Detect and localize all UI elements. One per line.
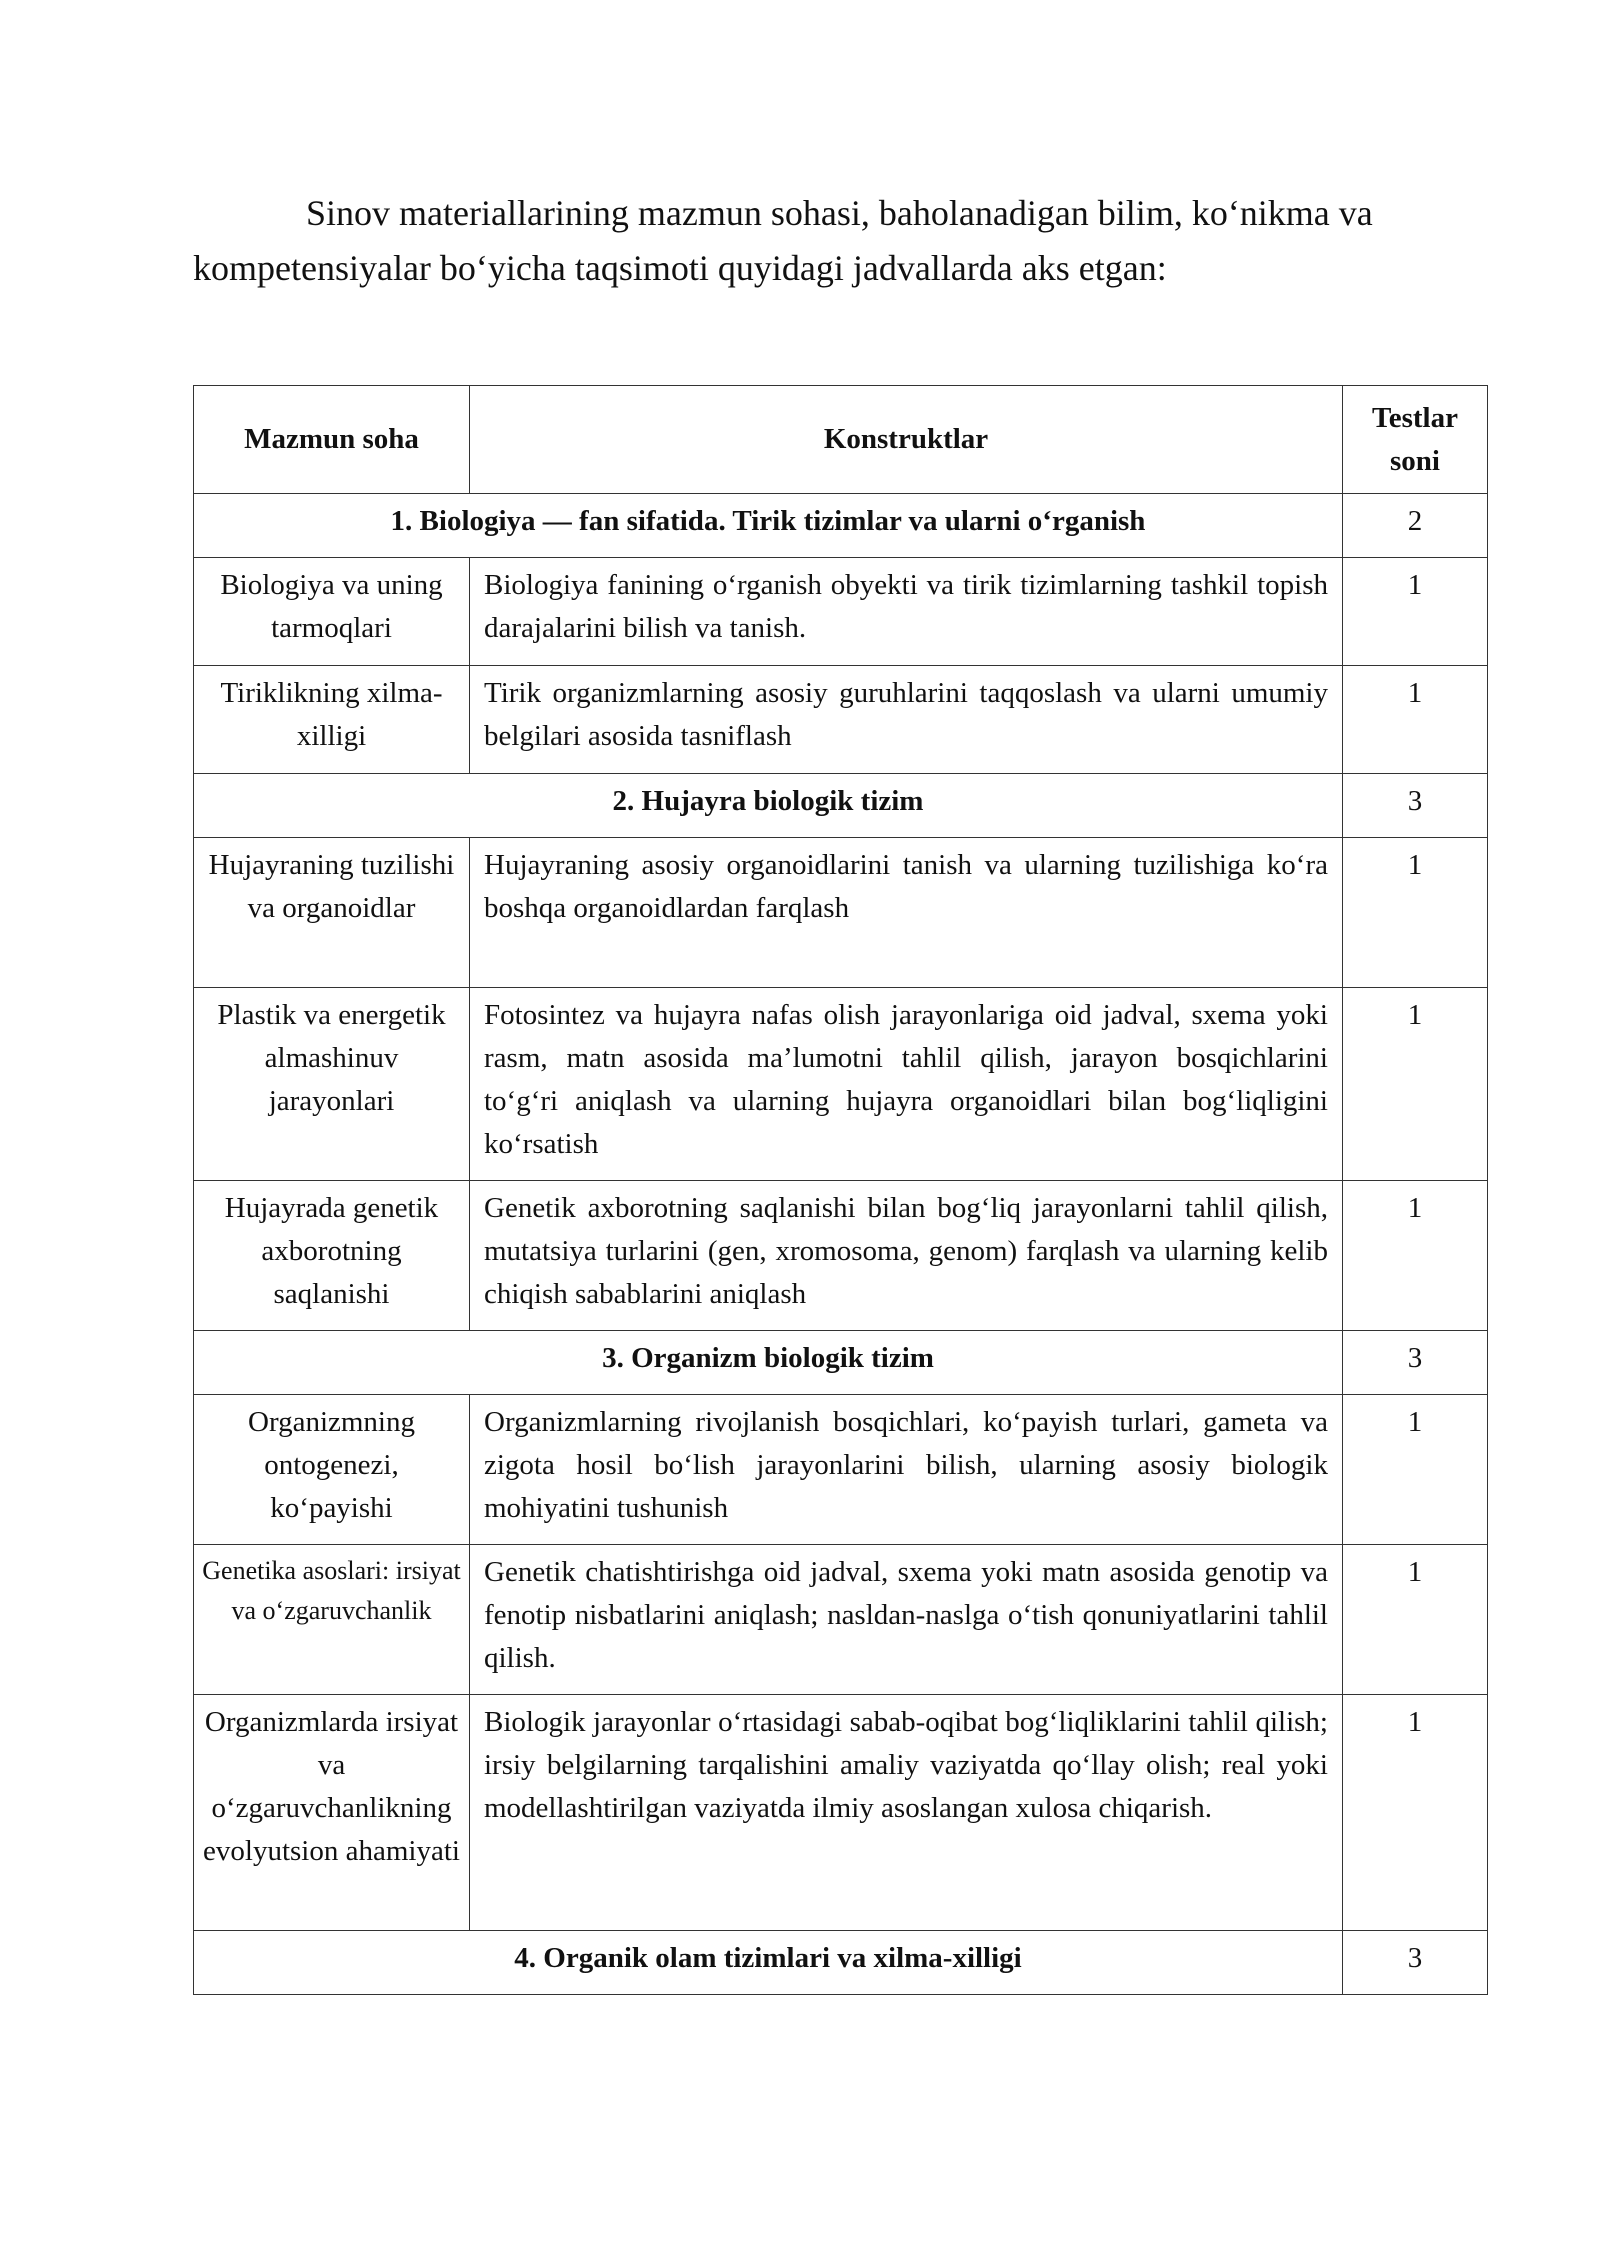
table-row [194, 558, 1488, 666]
section-count: 2 [1343, 494, 1488, 558]
table-row [194, 1181, 1488, 1331]
konstrukt-cell: Biologiya fanining o‘rganish obyekti va tirik tizimlarning tashkil topish darajalarini bilish va tanish. [470, 558, 1343, 666]
table-row [194, 1395, 1488, 1545]
count-cell: 1 [1343, 1545, 1488, 1695]
header-testlar-soni: Testlar soni [1343, 386, 1488, 494]
section-row [194, 1331, 1488, 1395]
section-title: 3. Organizm biologik tizim [194, 1331, 1343, 1395]
section-title: 1. Biologiya — fan sifatida. Tirik tizimlar va ularni o‘rganish [194, 494, 1343, 558]
konstrukt-cell: Hujayraning asosiy organoidlarini tanish va ularning tuzilishiga ko‘ra boshqa organoidlardan farqlash [470, 838, 1343, 988]
konstrukt-cell: Tirik organizmlarning asosiy guruhlarini taqqoslash va ularni umumiy belgilari asosida tasniflash [470, 666, 1343, 774]
count-cell: 1 [1343, 1395, 1488, 1545]
count-cell: 1 [1343, 838, 1488, 988]
soha-cell: Hujayraning tuzilishi va organoidlar [194, 838, 470, 988]
count-cell: 1 [1343, 1695, 1488, 1931]
count-cell: 1 [1343, 988, 1488, 1181]
distribution-table [193, 385, 1488, 1995]
section-row [194, 494, 1488, 558]
table-row [194, 1545, 1488, 1695]
konstrukt-cell: Biologik jarayonlar o‘rtasidagi sabab-oqibat bog‘liqliklarini tahlil qilish; irsiy belgilarning tarqalishini amaliy vaziyatda qo‘llay olish; real yoki modellashtirilgan vaziyatda ilmiy asoslangan xulosa chiqarish. [470, 1695, 1343, 1931]
soha-cell: Plastik va energetik almashinuv jarayonlari [194, 988, 470, 1181]
intro-line-1: Sinov materiallarining mazmun sohasi, baholanadigan bilim, ko‘nikma va [306, 193, 1373, 233]
section-row [194, 774, 1488, 838]
soha-cell: Genetika asoslari: irsiyat va o‘zgaruvchanlik [194, 1545, 470, 1695]
count-cell: 1 [1343, 666, 1488, 774]
soha-cell: Organizmning ontogenezi, ko‘payishi [194, 1395, 470, 1545]
intro-paragraph [193, 186, 1493, 296]
header-konstruktlar: Konstruktlar [470, 386, 1343, 494]
soha-cell: Biologiya va uning tarmoqlari [194, 558, 470, 666]
count-cell: 1 [1343, 558, 1488, 666]
section-title: 2. Hujayra biologik tizim [194, 774, 1343, 838]
header-mazmun-soha: Mazmun soha [194, 386, 470, 494]
section-count: 3 [1343, 774, 1488, 838]
soha-cell: Hujayrada genetik axborotning saqlanishi [194, 1181, 470, 1331]
table-row [194, 838, 1488, 988]
table-row [194, 1695, 1488, 1931]
section-count: 3 [1343, 1331, 1488, 1395]
section-title: 4. Organik olam tizimlari va xilma-xilligi [194, 1931, 1343, 1995]
konstrukt-cell: Genetik chatishtirishga oid jadval, sxema yoki matn asosida genotip va fenotip nisbatlarini aniqlash; nasldan-naslga o‘tish qonuniyatlarini tahlil qilish. [470, 1545, 1343, 1695]
konstrukt-cell: Fotosintez va hujayra nafas olish jarayonlariga oid jadval, sxema yoki rasm, matn asosida ma’lumotni tahlil qilish, jarayon bosqichlarini to‘g‘ri aniqlash va ularning hujayra organoidlari bilan bog‘liqligini ko‘rsatish [470, 988, 1343, 1181]
intro-line-2: kompetensiyalar bo‘yicha taqsimoti quyidagi jadvallarda aks etgan: [193, 248, 1167, 288]
konstrukt-cell: Organizmlarning rivojlanish bosqichlari, ko‘payish turlari, gameta va zigota hosil bo‘lish jarayonlarini bilish, ularning asosiy biologik mohiyatini tushunish [470, 1395, 1343, 1545]
section-count: 3 [1343, 1931, 1488, 1995]
soha-cell: Organizmlarda irsiyat va o‘zgaruvchanlikning evolyutsion ahamiyati [194, 1695, 470, 1931]
table-header-row [194, 386, 1488, 494]
section-row [194, 1931, 1488, 1995]
table-row [194, 988, 1488, 1181]
count-cell: 1 [1343, 1181, 1488, 1331]
konstrukt-cell: Genetik axborotning saqlanishi bilan bog‘liq jarayonlarni tahlil qilish, mutatsiya turlarini (gen, xromosoma, genom) farqlash va ularning kelib chiqish sabablarini aniqlash [470, 1181, 1343, 1331]
table-row [194, 666, 1488, 774]
soha-cell: Tiriklikning xilma-xilligi [194, 666, 470, 774]
